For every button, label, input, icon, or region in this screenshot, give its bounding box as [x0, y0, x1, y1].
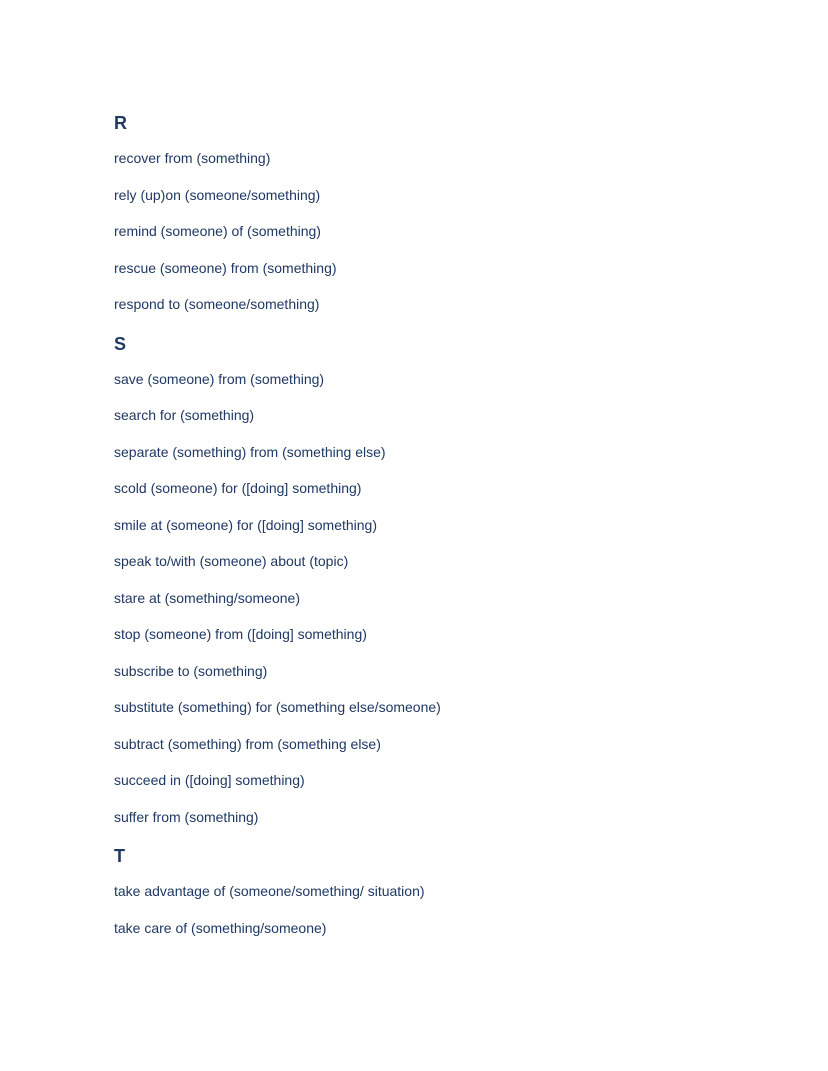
list-item: rely (up)on (someone/something) — [114, 186, 321, 203]
list-item: rescue (someone) from (something) — [114, 259, 337, 276]
list-item: stare at (something/someone) — [114, 589, 300, 606]
list-item: respond to (someone/something) — [114, 296, 320, 312]
section-heading: S — [114, 333, 127, 354]
section-s — [114, 332, 774, 826]
list-item: succeed in ([doing] something) — [114, 772, 305, 788]
list-item: subscribe to (something) — [114, 662, 268, 679]
section-t — [114, 844, 774, 937]
list-item: search for (something) — [114, 407, 255, 423]
list-item: substitute (something) for (something else/someone) — [114, 699, 441, 715]
list-item: save (someone) from (something) — [114, 370, 325, 387]
list-item: suffer from (something) — [114, 808, 259, 825]
section-heading: T — [114, 846, 125, 866]
list-item: smile at (someone) for ([doing] something) — [114, 516, 377, 533]
list-item: stop (someone) from ([doing] something) — [114, 626, 367, 642]
section-heading: R — [114, 113, 127, 133]
list-item: recover from (something) — [114, 150, 271, 166]
list-item: remind (someone) of (something) — [114, 223, 321, 239]
section-r — [114, 111, 774, 313]
list-item: take advantage of (someone/something/ situation) — [114, 883, 425, 899]
list-item: subtract (something) from (something else) — [114, 735, 381, 752]
list-item: speak to/with (someone) about (topic) — [114, 553, 349, 569]
document-page — [114, 111, 774, 937]
list-item: scold (someone) for ([doing] something) — [114, 480, 362, 496]
list-item: separate (something) from (something else) — [114, 443, 386, 460]
list-item: take care of (something/someone) — [114, 919, 327, 936]
